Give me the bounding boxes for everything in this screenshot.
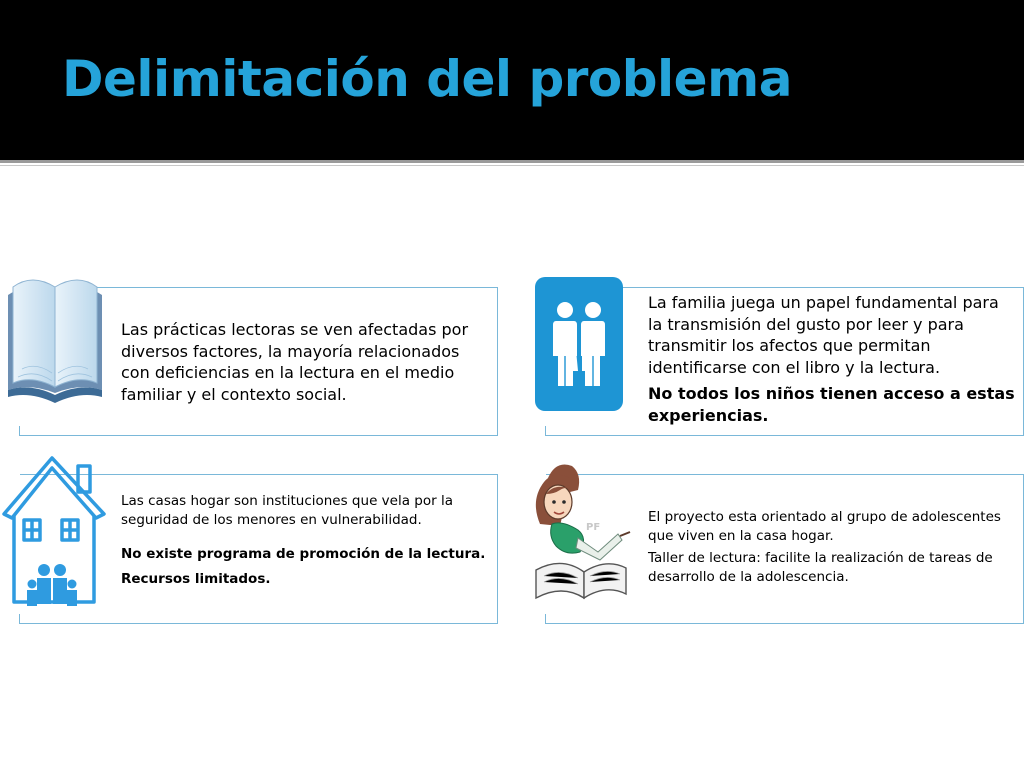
card-highlight: Recursos limitados. <box>121 570 271 587</box>
house-family-icon <box>0 452 108 612</box>
svg-text:PF: PF <box>586 522 601 533</box>
card-paragraph: Las casas hogar son instituciones que vela por la seguridad de los menores en vulnerabilidad. <box>121 493 453 528</box>
header-divider-thin <box>0 165 1024 166</box>
card-reading-practices-text <box>121 319 491 405</box>
card-family-role-text <box>648 292 1018 426</box>
family-icon <box>534 276 624 412</box>
card-highlight: No existe programa de promoción de la lectura. <box>121 546 486 562</box>
card-paragraph: La familia juega un papel fundamental para la transmisión del gusto por leer y para transmitir los afectos que permitan identificarse con el libro y la lectura. <box>648 293 999 377</box>
card-highlight: No todos los niños tienen acceso a estas experiencias. <box>648 384 1015 425</box>
card-paragraph: Taller de lectura: facilite la realización de tareas de desarrollo de la adolescencia. <box>648 550 993 585</box>
header-divider <box>0 160 1024 163</box>
open-book-icon <box>0 265 110 415</box>
reading-girl-icon <box>526 460 636 605</box>
card-project-focus-text <box>648 508 1020 586</box>
slide-title: Delimitación del problema <box>62 50 792 108</box>
card-paragraph: Las prácticas lectoras se ven afectadas por diversos factores, la mayoría relacionados con deficiencias en la lectura en el medio familiar y el contexto social. <box>121 320 469 404</box>
card-care-homes-text <box>121 492 491 588</box>
title-bar <box>0 0 1024 160</box>
card-paragraph: El proyecto esta orientado al grupo de adolescentes que viven en la casa hogar. <box>648 509 1001 544</box>
